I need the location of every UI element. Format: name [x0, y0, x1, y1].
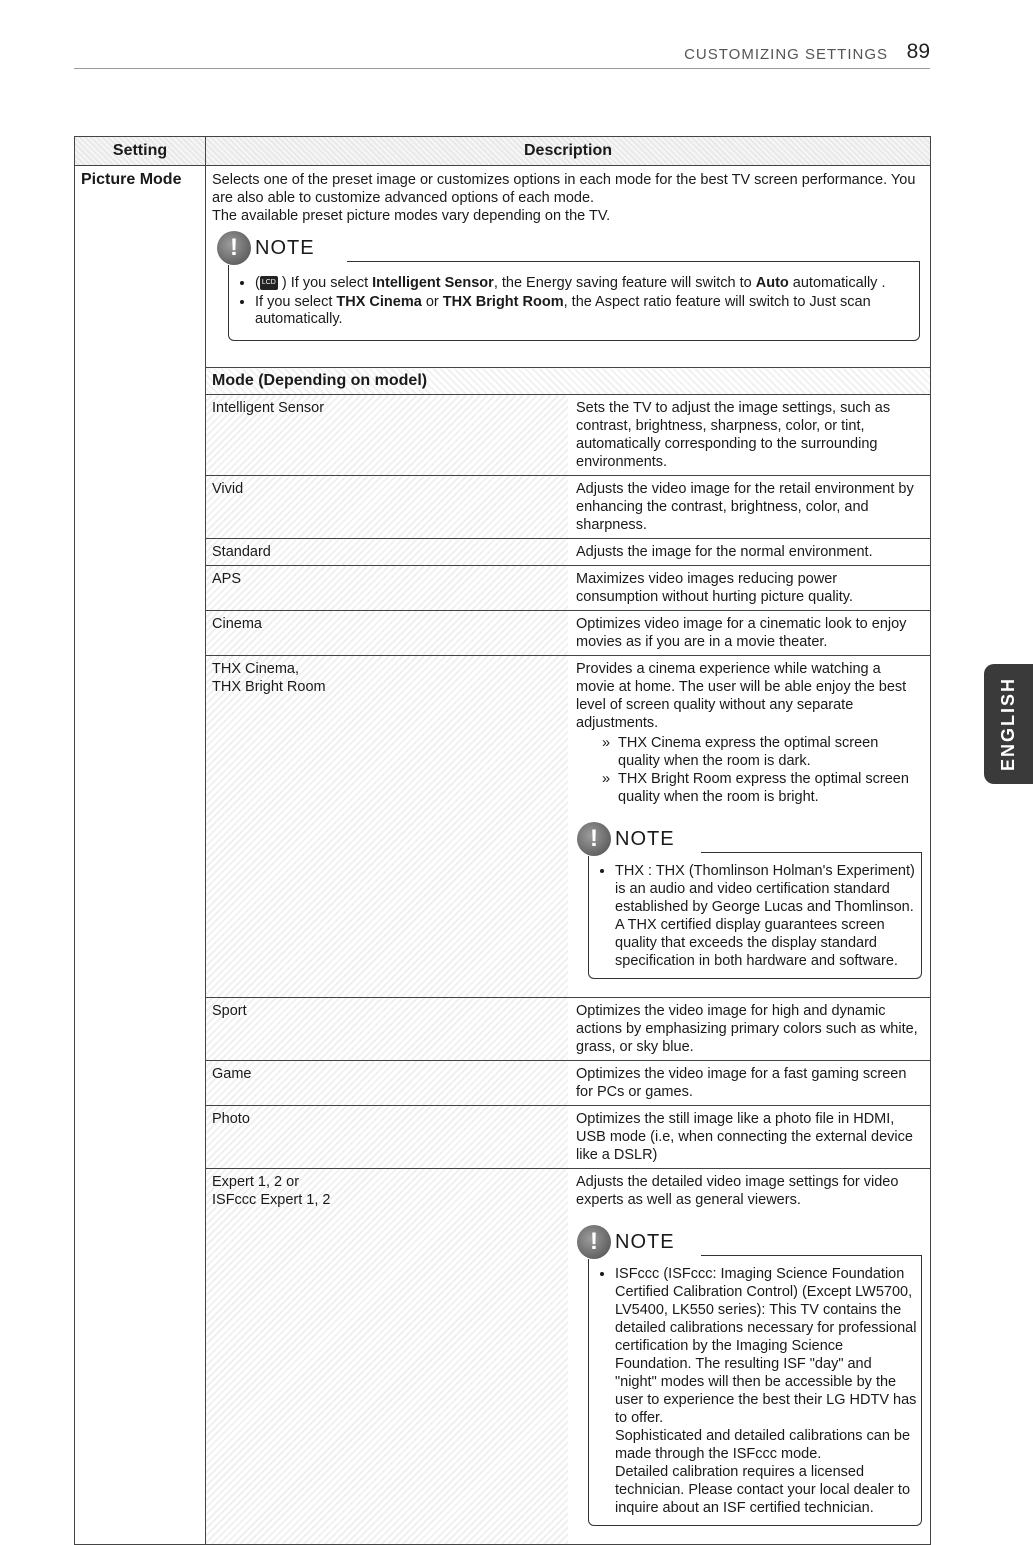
note-exclamation-icon: ! — [577, 1225, 611, 1259]
mode-description: Adjusts the image for the normal environment. — [568, 539, 930, 566]
mode-description: Sets the TV to adjust the image settings, such as contrast, brightness, sharpness, color, or tint, automatically corresponding to the surrounding environments. — [568, 395, 930, 476]
table-row — [206, 611, 930, 656]
note-header — [577, 1225, 681, 1259]
note-label: NOTE — [615, 1231, 675, 1253]
setting-name: Picture Mode — [75, 166, 206, 1545]
note-label: NOTE — [615, 828, 675, 850]
mode-name: APS — [206, 566, 568, 611]
mode-description: Optimizes video image for a cinematic look to enjoy movies as if you are in a movie theater. — [568, 611, 930, 656]
page-number: 89 — [906, 40, 930, 63]
note-label: NOTE — [255, 236, 315, 259]
mode-name: THX Cinema, THX Bright Room — [206, 656, 568, 998]
note-list — [239, 275, 907, 328]
isf-note-text-3: Detailed calibration requires a licensed technician. Please contact your local dealer to inquire about an ISF certified technician. — [615, 1464, 911, 1516]
note-exclamation-icon: ! — [217, 231, 251, 265]
thx-note-text: • THX : THX (Thomlinson Holman's Experiment) is an audio and video certification standard established by George Lucas and Thomlinson. A THX certified display guarantees screen quality that exceeds the display standard specification in both hardware and software. — [615, 862, 917, 970]
mode-name: Vivid — [206, 476, 568, 539]
mode-name: Sport — [206, 998, 568, 1061]
note-header — [217, 231, 321, 265]
settings-table — [74, 136, 931, 1545]
table-row — [206, 395, 930, 476]
isf-note-text-2: Sophisticated and detailed calibrations can be made through the ISFccc mode. — [615, 1428, 911, 1462]
thx-note-box — [588, 825, 922, 979]
mode-name: Cinema — [206, 611, 568, 656]
note-item-lcd: • ( LCD ) If you select Intelligent Sensor, the Energy saving feature will switch to Auto automatically . — [255, 275, 907, 292]
table-row — [206, 1061, 930, 1106]
mode-description: Maximizes video images reducing power consumption without hurting picture quality. — [568, 566, 930, 611]
mode-name: Game — [206, 1061, 568, 1106]
mode-description: Adjusts the detailed video image settings for video experts as well as general viewers. ! NOTE • ISFccc (ISFccc: Imaging Science Foundation Certified Calibration Control) (Except LW5700, LV5400, LK550 series): This TV contains the detailed calibrations necessary for professional certification by the Imaging Science Foundation. The resulting ISF "day" and "night" modes will then be accessible by the user to experience the best their LG HDTV has to offer. Sophisticated and detailed calibrations can be made through the ISFccc mode. Detailed calibration requires a licensed technician. Please contact your local dealer to inquire about an ISF certified technician. — [568, 1169, 930, 1545]
mode-name: Expert 1, 2 or ISFccc Expert 1, 2 — [206, 1169, 568, 1545]
thx-subnotes: » THX Cinema express the optimal screen quality when the room is dark. » THX Bright Room express the optimal screen quality when the room is bright. — [602, 734, 922, 806]
mode-header: Mode (Depending on model) — [206, 368, 930, 395]
intro-text-1: Selects one of the preset image or customizes options in each mode for the best TV screen performance. You are also able to customize advanced options of each mode. — [212, 172, 916, 206]
table-row — [206, 539, 930, 566]
column-header-setting: Setting — [75, 137, 206, 166]
isf-note-box — [588, 1228, 922, 1526]
note-item-thx: • If you select THX Cinema or THX Bright Room, the Aspect ratio feature will switch to Just scan automatically. — [255, 294, 907, 328]
language-label: ENGLISH — [998, 676, 1018, 771]
mode-name: Standard — [206, 539, 568, 566]
mode-name: Photo — [206, 1106, 568, 1169]
table-row — [206, 1106, 930, 1169]
mode-name: Intelligent Sensor — [206, 395, 568, 476]
note-header — [577, 822, 681, 856]
mode-description: Provides a cinema experience while watching a movie at home. The user will be able enjoy the best level of screen quality without any separate adjustments. » THX Cinema express the optimal screen quality when the room is dark. » THX Bright Room express the optimal screen quality when the room is bright. ! NOTE • THX : THX (Thomlinson Holman's Experiment) is an audio and video certification standard established by George Lucas and Thomlinson. A THX certified display guarantees screen quality that exceeds the display standard specification in both hardware and software. — [568, 656, 930, 998]
mode-description: Optimizes the still image like a photo file in HDMI, USB mode (i.e, when connecting the external device like a DSLR) — [568, 1106, 930, 1169]
intro-text-2: The available preset picture modes vary depending on the TV. — [212, 208, 611, 224]
note-exclamation-icon: ! — [577, 822, 611, 856]
table-row — [206, 566, 930, 611]
table-row — [206, 656, 930, 998]
table-row — [206, 998, 930, 1061]
language-side-tab — [984, 664, 1033, 784]
column-header-description: Description — [206, 137, 931, 166]
note-box — [228, 234, 920, 341]
isf-note-text-1: • ISFccc (ISFccc: Imaging Science Foundation Certified Calibration Control) (Except LW5700, LV5400, LK550 series): This TV contains the detailed calibrations necessary for professional certification by the Imaging Science Foundation. The resulting ISF "day" and "night" modes will then be accessible by the user to experience the best their LG HDTV has to offer. — [615, 1265, 917, 1427]
table-row — [206, 1169, 930, 1545]
lcd-icon: LCD — [260, 276, 278, 290]
table-row — [206, 476, 930, 539]
mode-description: Optimizes the video image for high and dynamic actions by emphasizing primary colors such as white, grass, or sky blue. — [568, 998, 930, 1061]
note-rule — [347, 261, 919, 262]
mode-table — [206, 367, 930, 1544]
mode-description: Adjusts the video image for the retail environment by enhancing the contrast, brightness, color, and sharpness. — [568, 476, 930, 539]
page-header — [74, 40, 930, 69]
mode-description: Optimizes the video image for a fast gaming screen for PCs or games. — [568, 1061, 930, 1106]
section-title: CUSTOMIZING SETTINGS — [684, 46, 888, 63]
setting-description — [206, 166, 931, 1545]
